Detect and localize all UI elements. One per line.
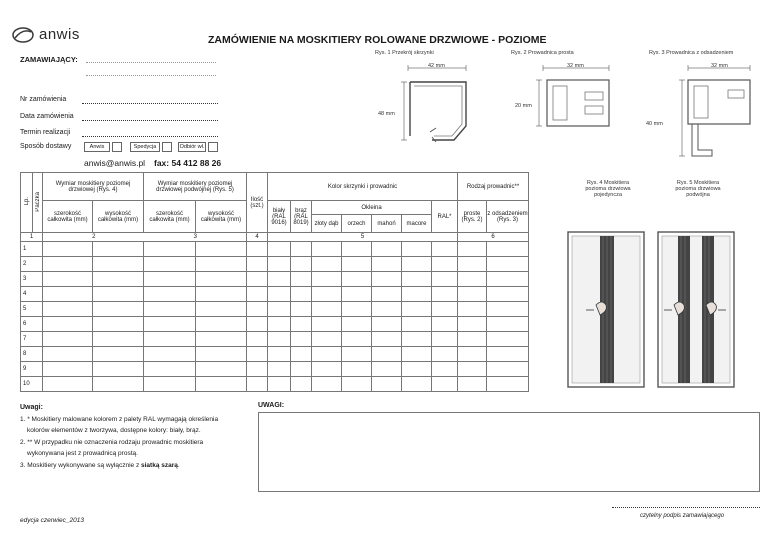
cell[interactable] (247, 332, 268, 347)
col-mahogany-header: mahoń (372, 215, 402, 232)
remarks-box[interactable] (258, 412, 760, 492)
row-number: 8 (21, 347, 43, 362)
cell[interactable] (372, 347, 402, 362)
cell[interactable] (312, 302, 342, 317)
cell[interactable] (487, 377, 529, 392)
cell[interactable] (268, 302, 291, 317)
cell[interactable] (268, 332, 291, 347)
col-number-2-3 (43, 233, 247, 242)
cell[interactable] (342, 362, 372, 377)
col-walnut-header: orzech (342, 215, 372, 232)
cell[interactable] (487, 347, 529, 362)
cell[interactable] (372, 377, 402, 392)
order-date-field[interactable] (82, 120, 218, 121)
col-height-double-header: wysokość całkowita (mm) (196, 201, 247, 233)
cell[interactable] (43, 362, 93, 377)
cell[interactable] (402, 362, 432, 377)
cell[interactable] (487, 272, 529, 287)
col-offset-header: z odsadzeniem (Rys. 3) (487, 201, 529, 233)
cell[interactable] (432, 317, 458, 332)
fig1-label: Rys. 1 Przekrój skrzynki (375, 50, 434, 56)
cell[interactable] (93, 257, 144, 272)
cell[interactable] (43, 317, 93, 332)
cell[interactable] (487, 302, 529, 317)
cell[interactable] (144, 242, 196, 257)
cell[interactable] (372, 257, 402, 272)
cell[interactable] (247, 287, 268, 302)
cell[interactable] (432, 302, 458, 317)
note-3: 3. Moskitiery wykonywane są wyłącznie z siatką szarą. (20, 461, 180, 469)
note-1b: kolorów elementów z tworzywa, dostępne kolory: biały, brąz. (27, 427, 201, 434)
cell[interactable] (487, 332, 529, 347)
cell[interactable] (144, 347, 196, 362)
col-number-6: 6 (458, 233, 529, 242)
col-number-5: 5 (268, 233, 458, 242)
col-white-header: biały (RAL 9016) (268, 201, 291, 233)
logo (12, 26, 80, 43)
cell[interactable] (432, 347, 458, 362)
delivery-label: Sposób dostawy (20, 143, 72, 150)
cell[interactable] (43, 242, 93, 257)
remarks-title: UWAGI: (258, 402, 285, 409)
cell[interactable] (312, 287, 342, 302)
cell[interactable] (196, 272, 247, 287)
row-number: 10 (21, 377, 43, 392)
order-date-label: Data zamówienia (20, 113, 74, 120)
cell[interactable] (402, 347, 432, 362)
cell[interactable] (402, 332, 432, 347)
note-1: 1. * Moskitiery malowane kolorem z palety RAL wymagają określenia (20, 415, 219, 423)
cell[interactable] (291, 377, 312, 392)
cell[interactable] (342, 377, 372, 392)
cell[interactable] (291, 362, 312, 377)
cell[interactable] (93, 317, 144, 332)
cell[interactable] (144, 317, 196, 332)
cell[interactable] (291, 332, 312, 347)
col-number-1: 1 (21, 233, 43, 242)
cell[interactable] (268, 272, 291, 287)
cell[interactable] (247, 257, 268, 272)
cell[interactable] (342, 287, 372, 302)
order-no-field[interactable] (82, 103, 218, 104)
row-number: 1 (21, 242, 43, 257)
delivery-option-anwis[interactable]: Anwis (84, 142, 110, 152)
cell[interactable] (458, 287, 487, 302)
cell[interactable] (93, 302, 144, 317)
cell[interactable] (196, 257, 247, 272)
cell[interactable] (342, 332, 372, 347)
client-line-1[interactable] (86, 62, 216, 63)
note-2: 2. ** W przypadku nie oznaczenia rodzaju prowadnic moskitiera (20, 438, 204, 446)
box-cross-section-figure (370, 58, 470, 148)
cell[interactable] (372, 287, 402, 302)
fig1-dim-height: 48 mm (378, 111, 395, 117)
veneer-header-cell (312, 201, 432, 233)
row-number: 3 (21, 272, 43, 287)
cell[interactable] (312, 257, 342, 272)
cell[interactable] (291, 257, 312, 272)
cell[interactable] (432, 362, 458, 377)
cell[interactable] (342, 347, 372, 362)
cell[interactable] (342, 317, 372, 332)
cell[interactable] (372, 302, 402, 317)
fig3-dim-width: 32 mm (711, 63, 728, 69)
cell[interactable] (402, 287, 432, 302)
cell[interactable] (342, 302, 372, 317)
cell[interactable] (372, 242, 402, 257)
fig4-label: Rys. 4 Moskitiera pozioma drzwiowa pojedyncza (585, 180, 631, 198)
cell[interactable] (196, 287, 247, 302)
row-number: 6 (21, 317, 43, 332)
cell[interactable] (312, 317, 342, 332)
signature-line[interactable] (612, 507, 760, 508)
col-brown-header: brąz (RAL 8019) (291, 201, 312, 233)
cell[interactable] (196, 317, 247, 332)
col-height-single-header: wysokość całkowita (mm) (93, 201, 144, 233)
col-width-double-header: szerokość całkowita (mm) (144, 201, 196, 233)
cell[interactable] (342, 272, 372, 287)
completion-field[interactable] (82, 136, 218, 137)
cell[interactable] (93, 377, 144, 392)
cell[interactable] (458, 362, 487, 377)
cell[interactable] (291, 347, 312, 362)
cell[interactable] (247, 347, 268, 362)
cell[interactable] (432, 287, 458, 302)
fig2-dim-width: 32 mm (567, 63, 584, 69)
row-number: 5 (21, 302, 43, 317)
client-label: ZAMAWIAJĄCY: (20, 55, 78, 64)
cell[interactable] (247, 242, 268, 257)
cell[interactable] (144, 377, 196, 392)
col-number-3: 3 (193, 234, 197, 240)
cell[interactable] (372, 362, 402, 377)
contact-email[interactable]: anwis@anwis.pl (84, 158, 146, 168)
cell[interactable] (144, 302, 196, 317)
group-single-header: Wymiar moskitiery poziomej drzwiowej (Rys. 4) (43, 173, 144, 201)
cell[interactable] (291, 302, 312, 317)
cell[interactable] (247, 377, 268, 392)
col-ral-header: RAL* (432, 201, 458, 233)
edition-label: edycja czerwiec_2013 (20, 517, 84, 524)
cell[interactable] (458, 272, 487, 287)
double-door-screen-figure (656, 210, 736, 390)
col-macore-header: macore (406, 220, 427, 227)
cell[interactable] (312, 362, 342, 377)
cell[interactable] (458, 242, 487, 257)
cell[interactable] (93, 347, 144, 362)
single-door-screen-figure (566, 210, 646, 390)
cell[interactable] (93, 362, 144, 377)
cell[interactable] (458, 377, 487, 392)
cell[interactable] (312, 377, 342, 392)
cell[interactable] (247, 362, 268, 377)
cell[interactable] (402, 257, 432, 272)
cell[interactable] (458, 317, 487, 332)
cell[interactable] (43, 302, 93, 317)
row-number: 7 (21, 332, 43, 347)
cell[interactable] (93, 272, 144, 287)
order-no-label: Nr zamówienia (20, 96, 67, 103)
anwis-logo-icon (12, 27, 34, 43)
cell[interactable] (268, 242, 291, 257)
delivery-checkbox-anwis[interactable] (112, 142, 122, 152)
cell[interactable] (247, 302, 268, 317)
cell[interactable] (196, 362, 247, 377)
cell[interactable] (487, 287, 529, 302)
cell[interactable] (247, 272, 268, 287)
cell[interactable] (432, 332, 458, 347)
notes-title: Uwagi: (20, 404, 43, 411)
offset-guide-figure (670, 58, 760, 168)
cell[interactable] (402, 242, 432, 257)
completion-label: Termin realizacji (20, 129, 71, 136)
cell[interactable] (402, 272, 432, 287)
cell[interactable] (43, 377, 93, 392)
logo-text: anwis (39, 26, 80, 43)
cell[interactable] (312, 242, 342, 257)
row-number: 4 (21, 287, 43, 302)
cell[interactable] (372, 317, 402, 332)
signature-label: czytelny podpis zamawiającego (640, 513, 725, 519)
cell[interactable] (487, 257, 529, 272)
cell[interactable] (196, 302, 247, 317)
cell[interactable] (342, 257, 372, 272)
cell[interactable] (372, 332, 402, 347)
col-number-4: 4 (247, 233, 268, 242)
note-2b: wykonywana jest z prowadnicą prostą. (27, 450, 138, 457)
col-straight-header: proste (Rys. 2) (458, 201, 487, 233)
cell[interactable] (402, 302, 432, 317)
col-package-header: Paczka (33, 173, 43, 233)
delivery-checkbox-pickup[interactable] (208, 142, 218, 152)
cell[interactable] (458, 347, 487, 362)
cell[interactable] (432, 272, 458, 287)
group-veneer-header: Okleina (312, 201, 431, 215)
cell[interactable] (291, 317, 312, 332)
col-width-single-header: szerokość całkowita (mm) (43, 201, 93, 233)
cell[interactable] (432, 242, 458, 257)
cell[interactable] (144, 272, 196, 287)
cell[interactable] (372, 272, 402, 287)
cell[interactable] (43, 332, 93, 347)
cell[interactable] (487, 317, 529, 332)
fig1-dim-width: 42 mm (428, 63, 445, 69)
order-table (20, 172, 529, 392)
cell[interactable] (196, 332, 247, 347)
delivery-checkbox-spedycja[interactable] (162, 142, 172, 152)
cell[interactable] (268, 257, 291, 272)
cell[interactable] (268, 317, 291, 332)
cell[interactable] (268, 347, 291, 362)
cell[interactable] (342, 242, 372, 257)
cell[interactable] (402, 317, 432, 332)
cell[interactable] (247, 317, 268, 332)
fig2-label: Rys. 2 Prowadnica prosta (511, 50, 574, 56)
cell[interactable] (43, 347, 93, 362)
cell[interactable] (291, 287, 312, 302)
cell[interactable] (144, 332, 196, 347)
col-lp-header: Lp. (21, 173, 33, 233)
cell[interactable] (93, 287, 144, 302)
group-guide-header: Rodzaj prowadnic** (458, 173, 529, 201)
cell[interactable] (196, 377, 247, 392)
cell[interactable] (432, 377, 458, 392)
cell[interactable] (93, 242, 144, 257)
client-line-2[interactable] (86, 75, 216, 76)
cell[interactable] (487, 362, 529, 377)
cell[interactable] (43, 287, 93, 302)
group-double-header: Wymiar moskitiery poziomej drzwiowej podwójnej (Rys. 5) (144, 173, 247, 201)
cell[interactable] (291, 242, 312, 257)
cell[interactable] (43, 257, 93, 272)
fig3-label: Rys. 3 Prowadnica z odsadzeniem (649, 50, 734, 56)
cell[interactable] (144, 287, 196, 302)
note-3-emphasis: siatką szarą (141, 461, 178, 469)
cell[interactable] (268, 377, 291, 392)
cell[interactable] (93, 332, 144, 347)
row-number: 9 (21, 362, 43, 377)
cell[interactable] (312, 272, 342, 287)
cell[interactable] (312, 347, 342, 362)
page-title: ZAMÓWIENIE NA MOSKITIERY ROLOWANE DRZWIOWE - POZIOME (208, 34, 547, 46)
contact-fax: fax: 54 412 88 26 (154, 158, 222, 168)
col-qty-header: Ilość (szt.) (247, 173, 268, 233)
cell[interactable] (312, 332, 342, 347)
cell[interactable] (144, 362, 196, 377)
cell[interactable] (458, 257, 487, 272)
cell[interactable] (402, 377, 432, 392)
row-number: 2 (21, 257, 43, 272)
cell[interactable] (458, 302, 487, 317)
fig3-dim-height: 40 mm (646, 121, 663, 127)
cell[interactable] (196, 242, 247, 257)
cell[interactable] (268, 287, 291, 302)
cell[interactable] (196, 347, 247, 362)
cell[interactable] (144, 257, 196, 272)
cell[interactable] (268, 362, 291, 377)
cell[interactable] (291, 272, 312, 287)
notes-section (20, 402, 218, 471)
col-golden-oak-header: złoty dąb (312, 215, 342, 232)
delivery-option-spedycja[interactable]: Spedycja (130, 142, 160, 152)
cell[interactable] (458, 332, 487, 347)
fig2-dim-height: 20 mm (515, 103, 532, 109)
fig5-label: Rys. 5 Moskitiera pozioma drzwiowa podwójna (675, 180, 721, 198)
group-color-header: Kolor skrzynki i prowadnic (268, 173, 458, 201)
col-number-2: 2 (92, 234, 96, 240)
cell[interactable] (43, 272, 93, 287)
cell[interactable] (487, 242, 529, 257)
delivery-option-pickup[interactable]: Odbiór wł. (179, 144, 205, 150)
cell[interactable] (432, 257, 458, 272)
straight-guide-figure (505, 58, 615, 133)
